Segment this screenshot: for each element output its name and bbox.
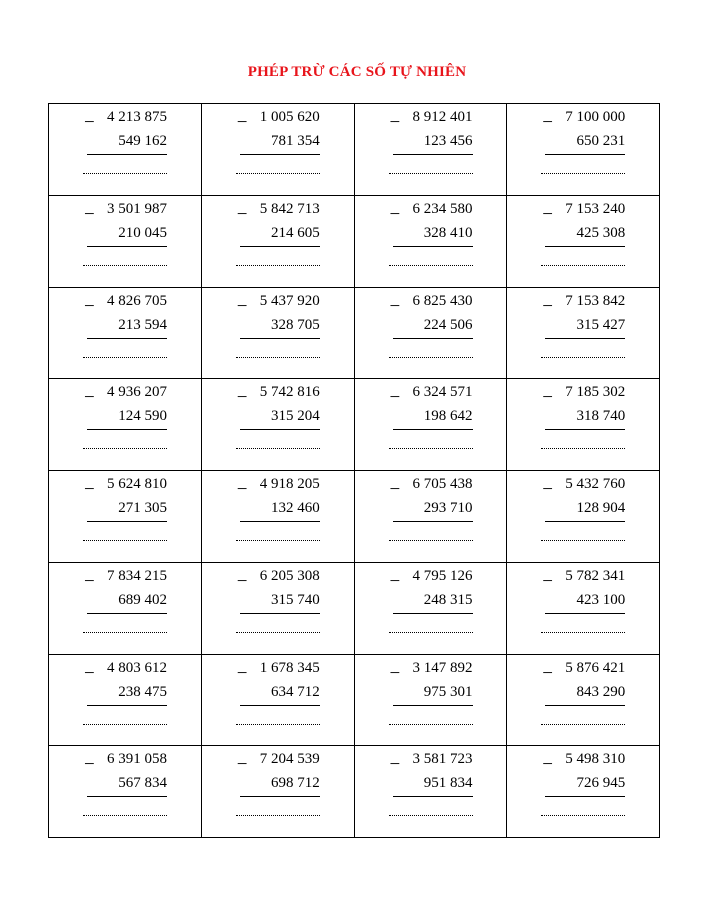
answer-blank[interactable]: [541, 448, 625, 450]
problem-cell: [202, 471, 355, 563]
sum-rule-line: [545, 796, 625, 797]
subtraction-problem: [387, 109, 473, 175]
minus-sign: −: [236, 570, 248, 592]
sum-rule-line: [393, 429, 473, 430]
sum-rule-line: [393, 613, 473, 614]
problem-cell: [49, 104, 202, 196]
sum-rule-line: [240, 429, 320, 430]
subtraction-problem: [539, 476, 625, 542]
answer-blank[interactable]: [236, 357, 320, 359]
minuend: 1 005 620: [259, 109, 320, 125]
problem-cell: [355, 563, 508, 655]
subtraction-problem: [539, 109, 625, 175]
subtraction-problem: [234, 660, 320, 726]
minuend: 7 204 539: [259, 751, 320, 768]
minus-sign: −: [84, 754, 95, 776]
subtraction-problem: [387, 568, 473, 634]
answer-blank[interactable]: [541, 540, 625, 542]
subtrahend: 198 642: [423, 408, 473, 425]
minuend: 3 147 892: [412, 659, 473, 676]
problem-cell: [507, 471, 660, 563]
minuend: 6 391 058: [107, 751, 167, 768]
subtrahend: 123 456: [423, 133, 473, 149]
problem-cell: [507, 655, 660, 747]
subtrahend: 567 834: [118, 775, 167, 792]
minuend: 7 153 240: [565, 200, 626, 217]
subtraction-problem: [81, 751, 167, 817]
sum-rule-line: [545, 613, 625, 614]
minuend: 5 432 760: [565, 476, 626, 492]
minuend: 6 205 308: [259, 567, 320, 584]
subtrahend: 293 710: [423, 500, 473, 516]
minus-sign: −: [84, 662, 95, 684]
sum-rule-line: [87, 521, 167, 522]
answer-blank[interactable]: [541, 265, 625, 267]
problem-cell: [49, 288, 202, 380]
answer-blank[interactable]: [389, 357, 473, 359]
problem-cell: [507, 379, 660, 471]
minus-sign: −: [84, 570, 95, 592]
answer-blank[interactable]: [83, 540, 167, 542]
subtraction-problem: [81, 476, 167, 542]
answer-blank[interactable]: [389, 815, 473, 817]
sum-rule-line: [240, 521, 320, 522]
minuend: 1 678 345: [259, 659, 320, 676]
minuend: 5 842 713: [259, 200, 320, 217]
problem-cell: [49, 746, 202, 838]
subtrahend: 214 605: [271, 224, 320, 241]
sum-rule-line: [240, 154, 320, 155]
problem-cell: [49, 196, 202, 288]
sum-rule-line: [87, 429, 167, 430]
subtraction-problem: [234, 293, 320, 359]
problem-cell: [49, 379, 202, 471]
subtrahend: 328 410: [423, 224, 473, 241]
subtrahend: 271 305: [118, 500, 167, 516]
subtraction-problem: [539, 384, 625, 450]
subtrahend: 224 506: [423, 316, 473, 333]
answer-blank[interactable]: [83, 357, 167, 359]
problem-cell: [202, 196, 355, 288]
minuend: 3 581 723: [412, 751, 473, 768]
problem-cell: [507, 196, 660, 288]
answer-blank[interactable]: [83, 724, 167, 726]
problem-cell: [355, 104, 508, 196]
minuend: 7 834 215: [107, 567, 167, 584]
problem-cell: [202, 655, 355, 747]
subtraction-problem: [387, 476, 473, 542]
sum-rule-line: [87, 796, 167, 797]
subtrahend: 549 162: [118, 133, 167, 149]
subtrahend: 975 301: [423, 683, 473, 700]
subtraction-problem: [234, 476, 320, 542]
answer-blank[interactable]: [83, 815, 167, 817]
problem-cell: [202, 288, 355, 380]
minus-sign: −: [84, 203, 95, 225]
minus-sign: −: [236, 203, 248, 225]
problem-cell: [507, 746, 660, 838]
answer-blank[interactable]: [541, 632, 625, 634]
subtraction-problem: [81, 109, 167, 175]
answer-blank[interactable]: [389, 632, 473, 634]
minuend: 5 624 810: [107, 476, 167, 492]
minus-sign: −: [389, 479, 401, 500]
sum-rule-line: [545, 429, 625, 430]
minus-sign: −: [542, 479, 553, 500]
minuend: 4 795 126: [412, 567, 473, 584]
sum-rule-line: [87, 613, 167, 614]
minuend: 5 437 920: [259, 292, 320, 309]
subtrahend: 315 740: [271, 591, 320, 608]
answer-blank[interactable]: [541, 173, 625, 175]
sum-rule-line: [87, 246, 167, 247]
answer-blank[interactable]: [236, 540, 320, 542]
minus-sign: −: [389, 662, 401, 684]
subtrahend: 248 315: [423, 591, 473, 608]
minuend: 4 803 612: [107, 659, 167, 676]
subtrahend: 634 712: [271, 683, 320, 700]
minuend: 4 936 207: [107, 384, 167, 401]
minus-sign: −: [236, 387, 248, 409]
minuend: 6 705 438: [412, 476, 473, 492]
minuend: 7 153 842: [565, 292, 626, 309]
minus-sign: −: [389, 203, 401, 225]
minus-sign: −: [236, 112, 248, 133]
minus-sign: −: [84, 387, 95, 409]
answer-blank[interactable]: [83, 173, 167, 175]
sum-rule-line: [240, 796, 320, 797]
subtrahend: 132 460: [271, 500, 320, 516]
sum-rule-line: [545, 246, 625, 247]
subtrahend: 689 402: [118, 591, 167, 608]
minus-sign: −: [542, 203, 553, 225]
subtrahend: 128 904: [576, 500, 626, 516]
subtrahend: 213 594: [118, 316, 167, 333]
subtraction-problem: [387, 660, 473, 726]
answer-blank[interactable]: [83, 448, 167, 450]
minuend: 5 742 816: [259, 384, 320, 401]
subtrahend: 315 204: [271, 408, 320, 425]
subtraction-problem: [387, 201, 473, 267]
sum-rule-line: [393, 521, 473, 522]
subtrahend: 210 045: [118, 224, 167, 241]
answer-blank[interactable]: [389, 724, 473, 726]
problem-cell: [202, 379, 355, 471]
subtraction-problem: [539, 201, 625, 267]
answer-blank[interactable]: [236, 815, 320, 817]
answer-blank[interactable]: [236, 448, 320, 450]
subtraction-problem: [539, 568, 625, 634]
sum-rule-line: [545, 154, 625, 155]
subtrahend: 781 354: [271, 133, 320, 149]
minuend: 7 185 302: [565, 384, 626, 401]
subtrahend: 425 308: [576, 224, 626, 241]
minuend: 4 213 875: [107, 109, 167, 125]
sum-rule-line: [240, 338, 320, 339]
minuend: 7 100 000: [565, 109, 626, 125]
minus-sign: −: [542, 570, 553, 592]
subtrahend: 698 712: [271, 775, 320, 792]
problem-cell: [355, 288, 508, 380]
sum-rule-line: [545, 521, 625, 522]
subtraction-problem: [539, 660, 625, 726]
problem-cell: [49, 471, 202, 563]
minuend: 8 912 401: [412, 109, 473, 125]
subtraction-problem: [234, 568, 320, 634]
subtraction-problem: [81, 293, 167, 359]
minus-sign: −: [389, 112, 401, 133]
subtrahend: 315 427: [576, 316, 626, 333]
subtraction-problem: [81, 660, 167, 726]
subtrahend: 328 705: [271, 316, 320, 333]
problem-cell: [355, 471, 508, 563]
problem-cell: [355, 655, 508, 747]
subtrahend: 423 100: [576, 591, 626, 608]
sum-rule-line: [393, 246, 473, 247]
answer-blank[interactable]: [389, 540, 473, 542]
subtrahend: 843 290: [576, 683, 626, 700]
minus-sign: −: [236, 479, 248, 500]
sum-rule-line: [87, 338, 167, 339]
minus-sign: −: [389, 295, 401, 317]
subtraction-problem: [81, 568, 167, 634]
minuend: 5 876 421: [565, 659, 626, 676]
answer-blank[interactable]: [389, 448, 473, 450]
subtraction-problem: [81, 201, 167, 267]
minuend: 5 782 341: [565, 567, 626, 584]
problem-cell: [507, 288, 660, 380]
minus-sign: −: [84, 295, 95, 317]
answer-blank[interactable]: [83, 632, 167, 634]
answer-blank[interactable]: [541, 357, 625, 359]
minus-sign: −: [389, 387, 401, 409]
answer-blank[interactable]: [389, 173, 473, 175]
problem-cell: [49, 563, 202, 655]
sum-rule-line: [393, 796, 473, 797]
subtrahend: 124 590: [118, 408, 167, 425]
problem-cell: [507, 104, 660, 196]
problem-cell: [507, 563, 660, 655]
problem-cell: [355, 746, 508, 838]
minuend: 6 825 430: [412, 292, 473, 309]
sum-rule-line: [545, 705, 625, 706]
subtrahend: 238 475: [118, 683, 167, 700]
sum-rule-line: [240, 246, 320, 247]
subtraction-problem: [387, 384, 473, 450]
subtraction-problem: [387, 293, 473, 359]
subtraction-problem: [234, 109, 320, 175]
answer-blank[interactable]: [236, 265, 320, 267]
problem-cell: [202, 746, 355, 838]
minuend: 4 918 205: [259, 476, 320, 492]
answer-blank[interactable]: [83, 265, 167, 267]
minus-sign: −: [236, 662, 248, 684]
exercise-grid: [48, 103, 660, 838]
subtraction-problem: [234, 201, 320, 267]
minuend: 5 498 310: [565, 751, 626, 768]
minus-sign: −: [84, 112, 95, 133]
sum-rule-line: [393, 705, 473, 706]
subtrahend: 318 740: [576, 408, 626, 425]
problem-cell: [355, 379, 508, 471]
minus-sign: −: [542, 295, 553, 317]
subtraction-problem: [234, 751, 320, 817]
problem-cell: [49, 655, 202, 747]
minuend: 3 501 987: [107, 200, 167, 217]
minus-sign: −: [389, 754, 401, 776]
minus-sign: −: [542, 387, 553, 409]
subtraction-problem: [539, 751, 625, 817]
sum-rule-line: [393, 338, 473, 339]
minus-sign: −: [542, 754, 553, 776]
subtrahend: 726 945: [576, 775, 626, 792]
answer-blank[interactable]: [236, 173, 320, 175]
sum-rule-line: [545, 338, 625, 339]
sum-rule-line: [87, 705, 167, 706]
problem-cell: [202, 563, 355, 655]
minus-sign: −: [389, 570, 401, 592]
minuend: 6 324 571: [412, 384, 473, 401]
sum-rule-line: [240, 705, 320, 706]
minus-sign: −: [542, 662, 553, 684]
subtraction-problem: [539, 293, 625, 359]
page-title: PHÉP TRỪ CÁC SỐ TỰ NHIÊN: [247, 64, 467, 80]
sum-rule-line: [87, 154, 167, 155]
minus-sign: −: [236, 295, 248, 317]
subtraction-problem: [387, 751, 473, 817]
subtrahend: 650 231: [576, 133, 626, 149]
answer-blank[interactable]: [236, 632, 320, 634]
problem-cell: [202, 104, 355, 196]
minus-sign: −: [84, 479, 95, 500]
answer-blank[interactable]: [541, 815, 625, 817]
minus-sign: −: [542, 112, 553, 133]
answer-blank[interactable]: [389, 265, 473, 267]
subtrahend: 951 834: [423, 775, 473, 792]
answer-blank[interactable]: [236, 724, 320, 726]
minus-sign: −: [236, 754, 248, 776]
subtraction-problem: [81, 384, 167, 450]
problem-cell: [355, 196, 508, 288]
sum-rule-line: [393, 154, 473, 155]
sum-rule-line: [240, 613, 320, 614]
answer-blank[interactable]: [541, 724, 625, 726]
minuend: 6 234 580: [412, 200, 473, 217]
subtraction-problem: [234, 384, 320, 450]
minuend: 4 826 705: [107, 292, 167, 309]
